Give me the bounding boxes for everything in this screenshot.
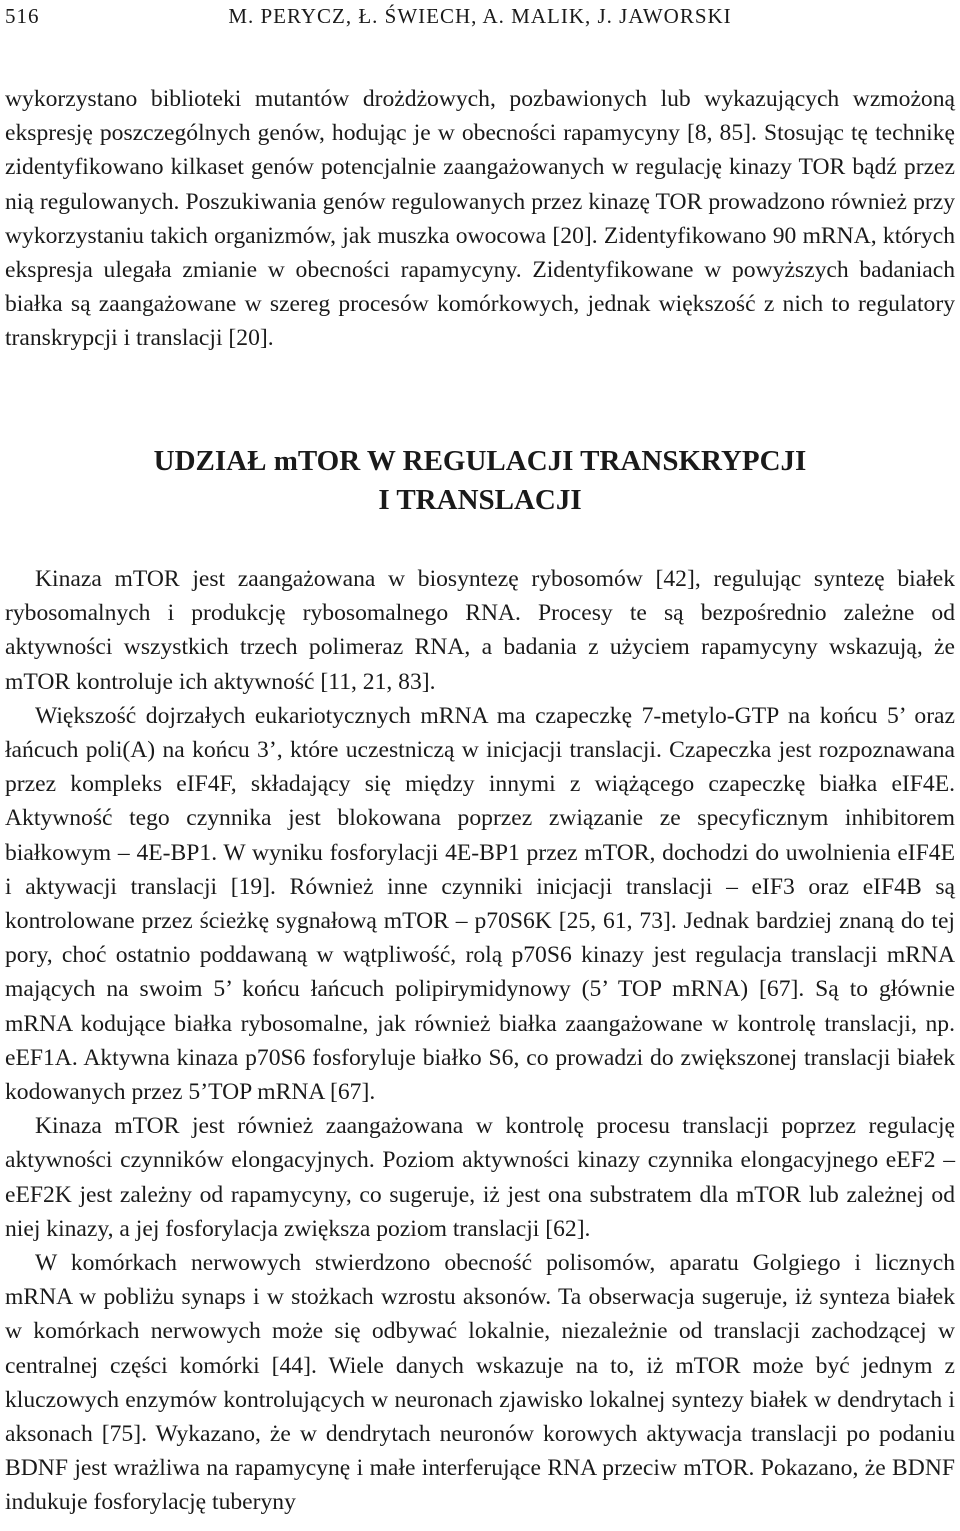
section-body	[5, 562, 955, 1520]
section-paragraph-2: Większość dojrzałych eukariotycznych mRNA ma czapeczkę 7-metylo-GTP na końcu 5’ oraz łańcuch poli(A) na końcu 3’, które uczestniczą w inicjacji translacji. Czapeczka jest rozpoznawana przez kompleks eIF4F, składający się między innymi z wiążącego czapeczkę białka eIF4E. Aktywność tego czynnika jest blokowana poprzez związanie ze specyficznym inhibitorem białkowym – 4E-BP1. W wyniku fosforylacji 4E-BP1 przez mTOR, dochodzi do uwolnienia eIF4E i aktywacji translacji [19]. Również inne czynniki inicjacji translacji – eIF3 oraz eIF4B są kontrolowane przez ścieżkę sygnałową mTOR – p70S6K [25, 61, 73]. Jednak bardziej znaną do tej pory, choć ostatnio poddawaną w wątpliwość, rolą p70S6 kinazy jest regulacja translacji mRNA mających na swoim 5’ końcu łańcuch polipirymidynowy (5’ TOP mRNA) [67]. Są to głównie mRNA kodujące białka rybosomalne, jak również białka zaangażowane w kontrolę translacji, np. eEF1A. Aktywna kinaza p70S6 fosforyluje białko S6, co prowadzi do zwiększonej translacji białek kodowanych przez 5’TOP mRNA [67].	[5, 702, 955, 1106]
section-paragraph-4: W komórkach nerwowych stwierdzono obecność polisomów, aparatu Golgiego i licznych mRNA w pobliżu synaps i w stożkach wzrostu aksonów. Ta obserwacja sugeruje, iż synteza białek w komórkach nerwowych może się odbywać lokalnie, niezależnie od translacji zachodzącej w centralnej części komórki [44]. Wiele danych wskazuje na to, iż mTOR może być jednym z kluczowych enzymów kontrolujących w neuronach zjawisko lokalnej syntezy białek w dendrytach i aksonach [75]. Wykazano, że w dendrytach neuronów korowych aktywacja translacji po podaniu BDNF jest wrażliwa na rapamycynę i małe interferujące RNA przeciw mTOR. Pokazano, że BDNF indukuje fosforylację tuberyny	[5, 1250, 955, 1516]
section-heading-line-2: I TRANSLACJI	[378, 484, 582, 516]
section-paragraph-3: Kinaza mTOR jest również zaangażowana w kontrolę procesu translacji poprzez regulację aktywności czynników elongacyjnych. Poziom aktywności kinazy czynnika elongacyjnego eEF2 – eEF2K jest zależny od rapamycyny, co sugeruje, iż jest ona substratem dla mTOR lub zależnej od niej kinazy, a jej fosforylacja zwiększa poziom translacji [62].	[5, 1113, 955, 1242]
intro-paragraph-block	[5, 82, 955, 356]
section-heading	[0, 442, 960, 520]
running-header	[5, 4, 955, 34]
intro-paragraph: wykorzystano biblioteki mutantów drożdżowych, pozbawionych lub wykazujących wzmożoną ekspresję poszczególnych genów, hodując je w obecności rapamycyny [8, 85]. Stosując tę technikę zidentyfikowano kilkaset genów potencjalnie zaangażowanych w regulację kinazy TOR bądź przez nią regulowanych. Poszukiwania genów regulowanych przez kinazę TOR prowadzono również przy wykorzystaniu takich organizmów, jak muszka owocowa [20]. Zidentyfikowano 90 mRNA, których ekspresja ulegała zmianie w obecności rapamycyny. Zidentyfikowane w powyższych badaniach białka są zaangażowane w szereg procesów komórkowych, jednak większość z nich to regulatory transkrypcji i translacji [20].	[5, 86, 955, 352]
page-number: 516	[5, 4, 40, 28]
header-authors: M. PERYCZ, Ł. ŚWIECH, A. MALIK, J. JAWORSKI	[228, 4, 732, 28]
section-heading-line-1: UDZIAŁ mTOR W REGULACJI TRANSKRYPCJI	[153, 445, 807, 477]
section-paragraph-1: Kinaza mTOR jest zaangażowana w biosyntezę rybosomów [42], regulując syntezę białek rybosomalnych i produkcję rybosomalnego RNA. Procesy te są bezpośrednio zależne od aktywności wszystkich trzech polimeraz RNA, a badania z użyciem rapamycyny wskazują, że mTOR kontroluje ich aktywność [11, 21, 83].	[5, 566, 955, 695]
